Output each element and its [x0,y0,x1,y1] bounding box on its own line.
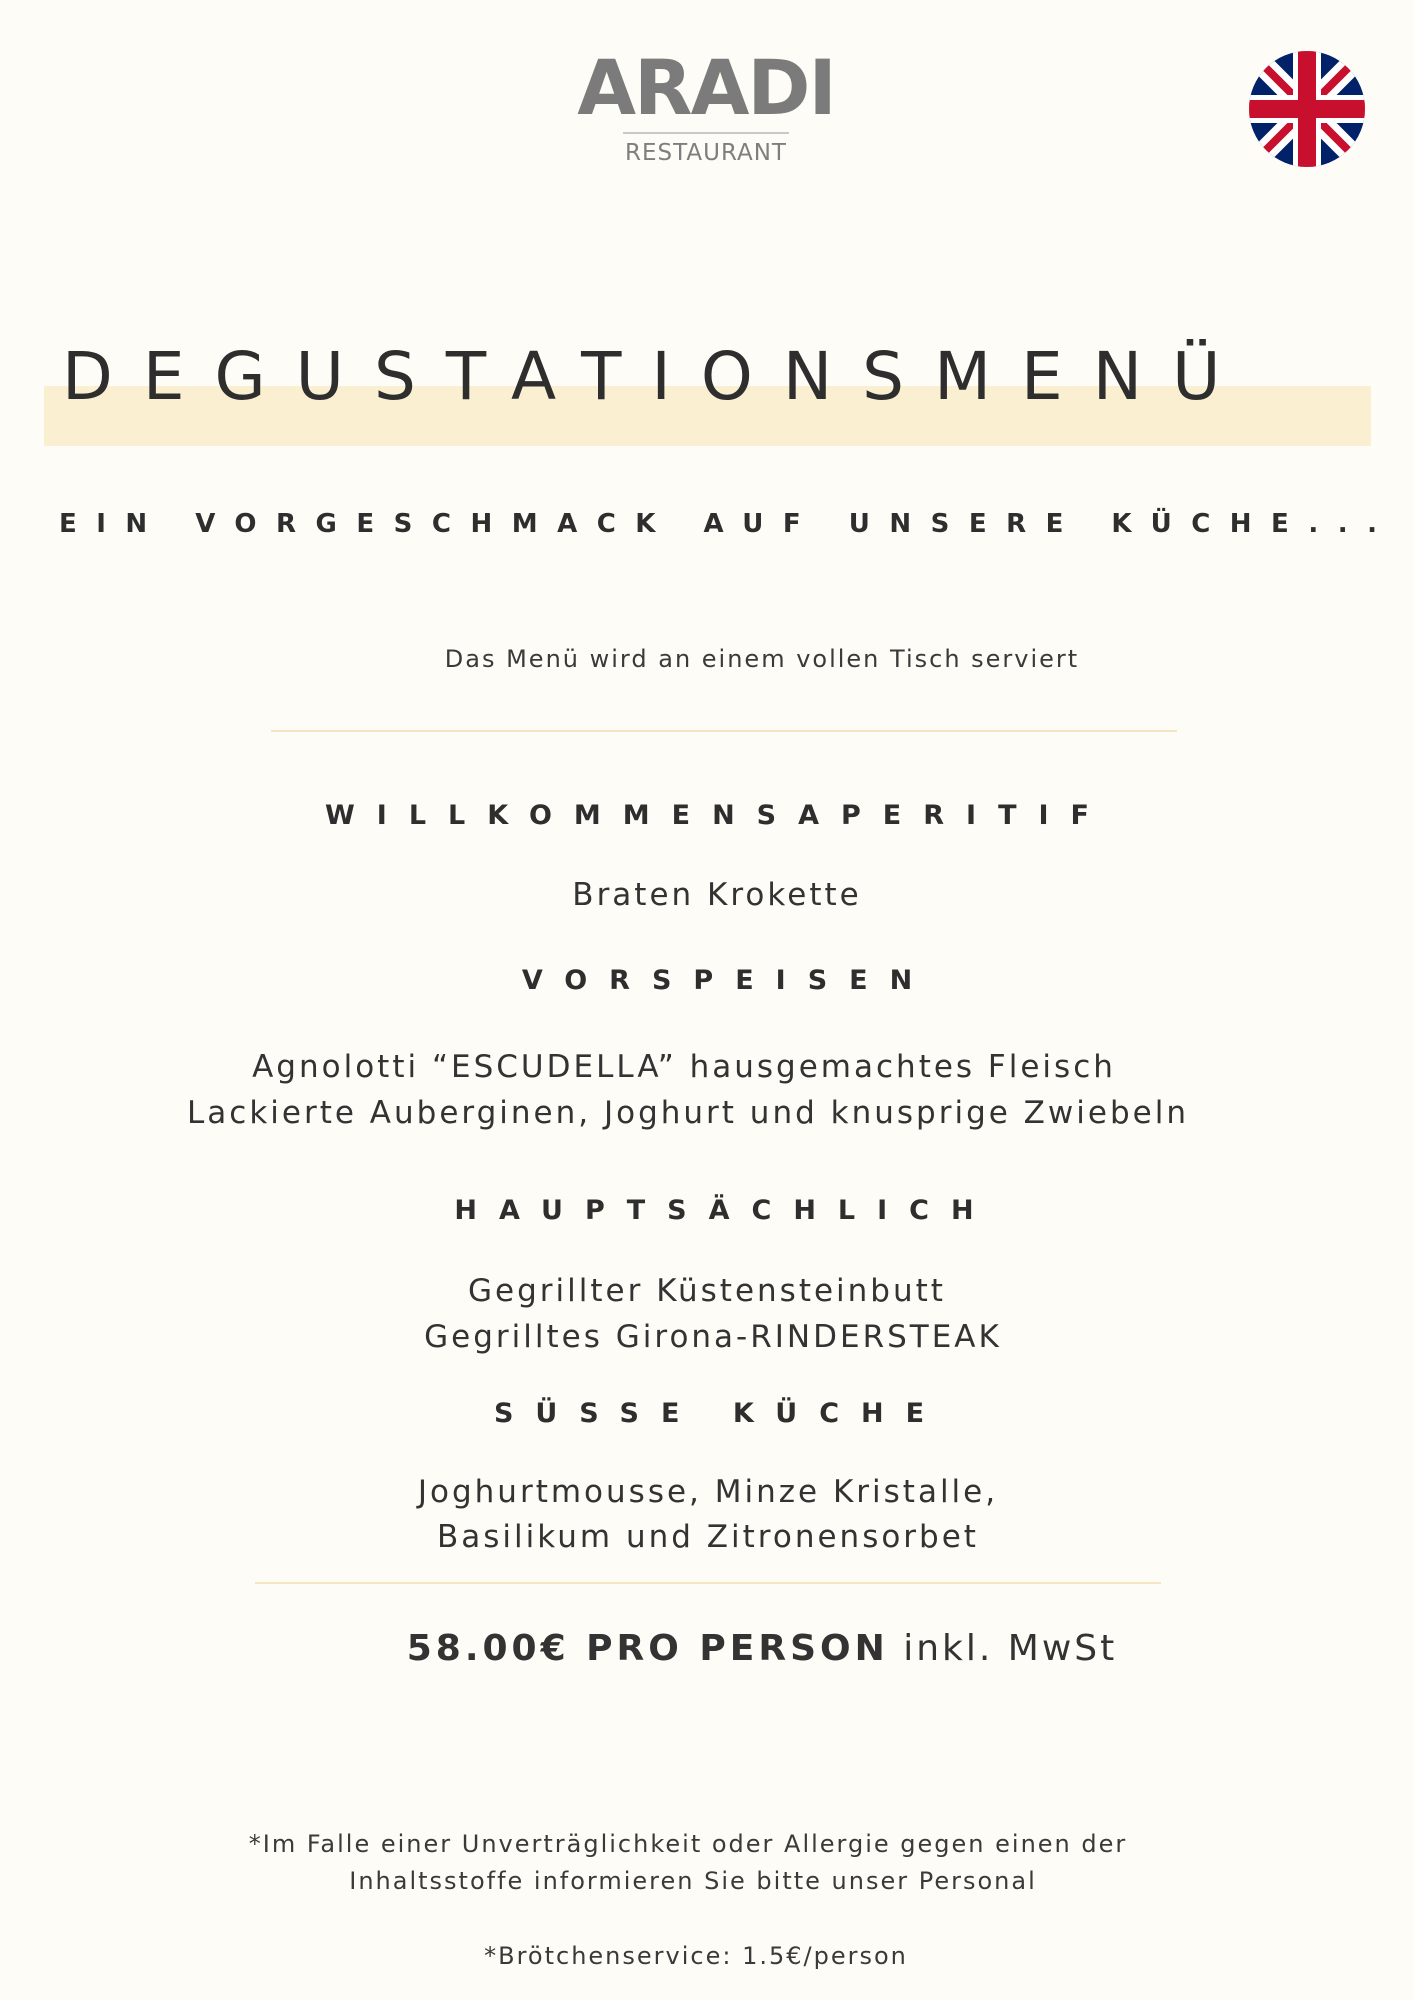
dish-item: Lackierte Auberginen, Joghurt und knusprige Zwiebeln [187,1095,1189,1131]
menu-title: DEGUSTATIONSMENÜ [62,338,1251,415]
dish-item: Gegrilltes Girona-RINDERSTEAK [424,1319,1002,1355]
section-heading-starters: VORSPEISEN [521,965,935,996]
dish-item: Agnolotti “ESCUDELLA” hausgemachtes Fleisch [252,1049,1116,1085]
dish-item: Joghurtmousse, Minze Kristalle, [417,1474,999,1510]
section-heading-main: HAUPTSÄCHLICH [454,1195,996,1226]
menu-subtitle: EIN VORGESCHMACK AUF UNSERE KÜCHE... [59,509,1397,539]
section-heading-aperitif: WILLKOMMENSAPERITIF [325,800,1111,831]
brand-tagline: RESTAURANT [625,140,787,166]
logo-divider [623,132,789,134]
dish-item: Braten Krokette [572,877,862,913]
section-heading-dessert: SÜSSE KÜCHE [493,1398,947,1429]
dish-item: Basilikum und Zitronensorbet [437,1519,979,1555]
menu-note: Das Menü wird an einem vollen Tisch serviert [444,645,1080,673]
top-divider [271,730,1177,732]
price-line [0,1628,1414,1669]
brand-logo [0,43,1414,166]
allergy-footnote-line2: Inhaltsstoffe informieren Sie bitte unser Personal [349,1867,1037,1895]
price-amount: 58.00€ PRO PERSON [406,1628,889,1669]
allergy-footnote-line1: *Im Falle einer Unverträglichkeit oder Allergie gegen einen der [248,1830,1128,1858]
uk-flag-icon[interactable] [1249,51,1365,167]
bread-service-footnote: *Brötchenservice: 1.5€/person [484,1942,908,1970]
brand-name: ARADI [577,43,835,132]
dish-item: Gegrillter Küstensteinbutt [468,1273,946,1309]
price-suffix: inkl. MwSt [903,1628,1118,1669]
bottom-divider [255,1582,1161,1584]
